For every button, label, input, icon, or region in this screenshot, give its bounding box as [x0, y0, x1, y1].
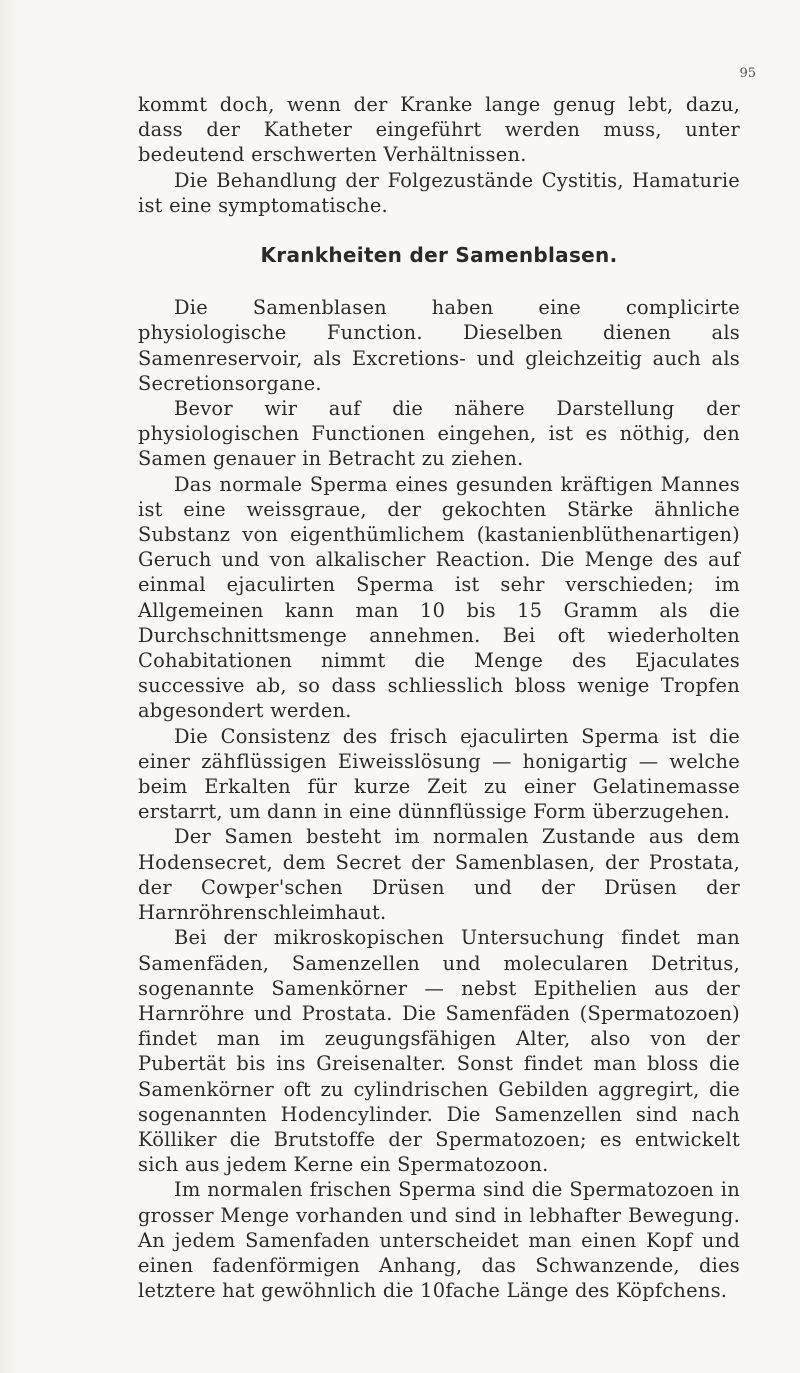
paragraph: kommt doch, wenn der Kranke lange genug lebt, dazu, dass der Katheter eingeführt werden muss, unter bedeutend erschwerten Verhältnissen.	[138, 93, 740, 167]
paragraph: Das normale Sperma eines gesunden kräftigen Mannes ist eine weissgraue, der gekochten Stärke ähnliche Substanz von eigenthümlichem (kastanienblüthenartigen) Geruch und von alkalischer Reaction. Die Menge des auf einmal ejaculirten Sperma ist sehr verschieden; im Allgemeinen kann man 10 bis 15 Gramm als die Durchschnittsmenge annehmen. Bei oft wiederholten Cohabitationen nimmt die Menge des Ejaculates successive ab, so dass schliesslich bloss wenige Tropfen abgesondert werden.	[138, 472, 740, 723]
paragraph: Die Behandlung der Folgezustände Cystitis, Hamaturie ist eine symptomatische.	[138, 168, 740, 217]
paragraph: Bevor wir auf die nähere Darstellung der physiologischen Functionen eingehen, ist es nöthig, den Samen genauer in Betracht zu ziehen.	[138, 397, 740, 471]
paragraph: Die Consistenz des frisch ejaculirten Sperma ist die einer zähflüssigen Eiweisslösung — honigartig — welche beim Erkalten für kurze Zeit zu einer Gelatinemasse erstarrt, um dann in eine dünnflüssige Form überzugehen.	[138, 724, 740, 824]
text-column	[138, 92, 740, 1303]
paragraph: Bei der mikroskopischen Untersuchung findet man Samenfäden, Samenzellen und molecularen Detritus, sogenannte Samenkörner — nebst Epithelien aus der Harnröhre und Prostata. Die Samenfäden (Spermatozoen) findet man im zeugungsfähigen Alter, also von der Pubertät bis ins Greisenalter. Sonst findet man bloss die Samenkörner oft zu cylindrischen Gebilden aggregirt, die sogenannten Hodencylinder. Die Samenzellen sind nach Kölliker die Brutstoffe der Spermatozoen; es entwickelt sich aus jedem Kerne ein Spermatozoon.	[138, 926, 740, 1177]
paragraph: Der Samen besteht im normalen Zustande aus dem Hodensecret, dem Secret der Samenblasen, der Prostata, der Cowper'schen Drüsen und der Drüsen der Harnröhrenschleimhaut.	[138, 825, 740, 925]
page-number: 95	[739, 66, 756, 81]
paragraph: Die Samenblasen haben eine complicirte physiologische Function. Dieselben dienen als Samenreservoir, als Excretions- und gleichzeitig auch als Secretionsorgane.	[138, 296, 740, 395]
section-heading: Krankheiten der Samenblasen.	[260, 243, 618, 268]
paragraph: Im normalen frischen Sperma sind die Spermatozoen in grosser Menge vorhanden und sind in lebhafter Bewegung. An jedem Samenfaden unterscheidet man einen Kopf und einen fadenförmigen Anhang, das Schwanzende, dies letztere hat gewöhnlich die 10fache Länge des Köpfchens.	[138, 1178, 740, 1303]
